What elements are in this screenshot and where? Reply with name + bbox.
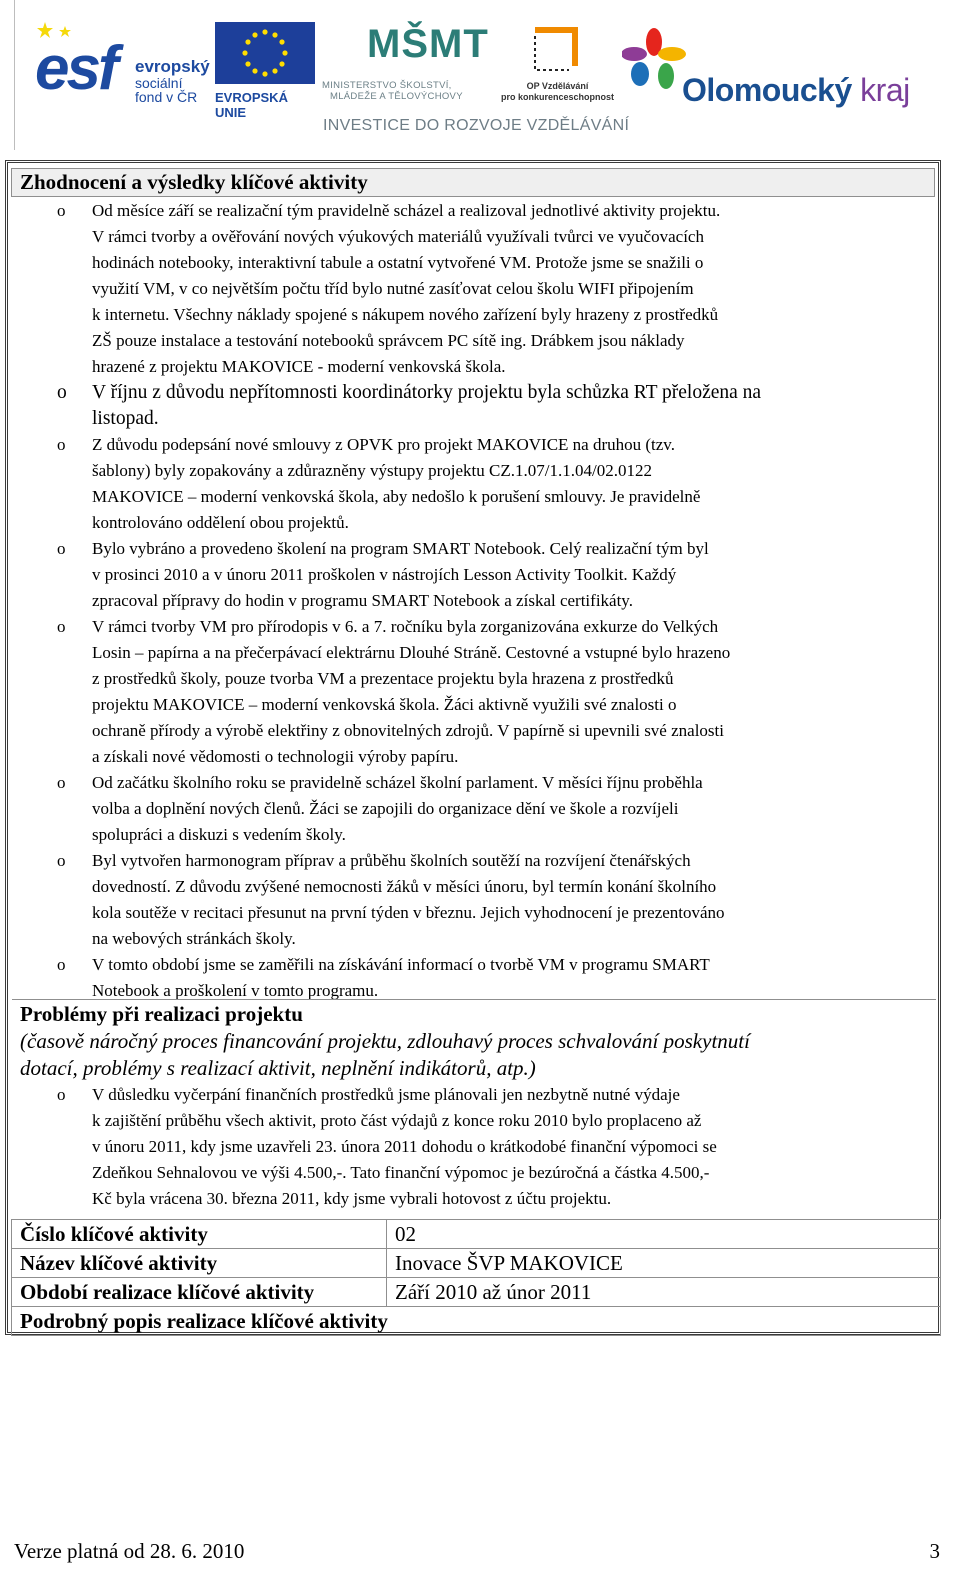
list-item xyxy=(12,952,936,1004)
esf-logo xyxy=(35,20,215,110)
text-line: hodinách notebooky, interaktivní tabule a ostatní vytvořené VM. Protože jsme se snažili o xyxy=(92,253,704,272)
esf-line3: fond v ČR xyxy=(135,89,198,105)
activity-name-value: Inovace ŠVP MAKOVICE xyxy=(387,1249,941,1278)
evaluation-heading-bar xyxy=(11,168,935,197)
header-divider xyxy=(14,0,15,150)
text-line: V důsledku vyčerpání finančních prostředků jsme plánovali jen nezbytně nutné výdaje xyxy=(92,1085,680,1104)
bullet-icon: o xyxy=(57,201,66,220)
list-item xyxy=(12,432,936,536)
table-row xyxy=(12,1249,941,1278)
opvk-logo xyxy=(500,22,615,107)
bullet-icon: o xyxy=(57,435,66,454)
eu-flag-icon xyxy=(215,22,315,84)
text-line: v únoru 2011, kdy jsme uzavřeli 23. února 2011 dohodu o krátkodobé finanční výpomoci se xyxy=(92,1137,717,1156)
msmt-line1: MINISTERSTVO ŠKOLSTVÍ, xyxy=(322,80,452,91)
olomoucky-kraj-text xyxy=(682,72,910,109)
text-line: Bylo vybráno a provedeno školení na program SMART Notebook. Celý realizační tým byl xyxy=(92,539,709,558)
note-line: (časově náročný proces financování projektu, zdlouhavý proces schvalování poskytnutí xyxy=(20,1029,750,1053)
logo-header xyxy=(0,0,960,150)
text-line: ochraně přírody a výrobě elektřiny z obnovitelných zdrojů. V papírně si upevnili své znalosti xyxy=(92,721,724,740)
text-line: listopad. xyxy=(92,408,159,429)
evaluation-list xyxy=(12,198,936,1004)
bullet-icon: o xyxy=(57,773,66,792)
list-item xyxy=(12,848,936,952)
opvk-line1: OP Vzdělávání xyxy=(526,81,589,91)
text-line: spolupráci a diskuzi s vedením školy. xyxy=(92,825,346,844)
bullet-icon: o xyxy=(57,1085,66,1104)
olomoucky-word: Olomoucký xyxy=(682,72,852,108)
text-line: a získali nové vědomosti o technologii výroby papíru. xyxy=(92,747,459,766)
bullet-icon: o xyxy=(57,382,67,403)
problems-note xyxy=(12,1028,936,1082)
activity-period-value: Září 2010 až únor 2011 xyxy=(387,1278,941,1307)
text-line: v prosinci 2010 a v únoru 2011 proškolen v nástrojích Lesson Activity Toolkit. Každý xyxy=(92,565,677,584)
list-item xyxy=(12,380,936,432)
page-number: 3 xyxy=(929,1539,940,1563)
text-line: V tomto období jsme se zaměřili na získávání informací o tvorbě VM v programu SMART xyxy=(92,955,710,974)
version-text: Verze platná od 28. 6. 2010 xyxy=(14,1539,245,1563)
list-item xyxy=(12,536,936,614)
bullet-icon: o xyxy=(57,955,66,974)
text-line: Kč byla vrácena 30. března 2011, kdy jsme vybrali hotovost z účtu projektu. xyxy=(92,1189,612,1208)
text-line: z prostředků školy, pouze tvorba VM a prezentace projektu byla hrazena z prostředků xyxy=(92,669,674,688)
text-line: hrazené z projektu MAKOVICE - moderní venkovská škola. xyxy=(92,357,506,376)
text-line: k zajištění průběhu všech aktivit, proto část výdajů z konce roku 2010 bylo proplaceno až xyxy=(92,1111,702,1130)
text-line: volba a doplnění nových členů. Žáci se zapojili do organizace dění ve škole a rozvíjeli xyxy=(92,799,679,818)
msmt-caption xyxy=(322,80,463,102)
opvk-line2: pro konkurenceschopnost xyxy=(500,92,615,102)
text-line: kola soutěže v recitaci přesunut na první týden v březnu. Jejich vyhodnocení je prezentováno xyxy=(92,903,725,922)
text-line: Zdeňkou Sehnalovou ve výši 4.500,-. Tato finanční výpomoc je bezúročná a částka 4.500,- xyxy=(92,1163,710,1182)
text-line: Od měsíce září se realizační tým pravidelně scházel a realizoval jednotlivé aktivity projektu. xyxy=(92,201,721,220)
text-line: Losin – papírna a na přečerpávací elektrárnu Dlouhé Stráně. Cestovné a vstupné bylo hrazeno xyxy=(92,643,731,662)
esf-line1: evropský xyxy=(135,57,210,76)
bullet-icon: o xyxy=(57,851,66,870)
text-line: Z důvodu podepsání nové smlouvy z OPVK pro projekt MAKOVICE na druhou (tzv. xyxy=(92,435,675,454)
text-line: projektu MAKOVICE – moderní venkovská škola. Žáci aktivně využili své znalosti o xyxy=(92,695,677,714)
list-item xyxy=(12,198,936,380)
table-row xyxy=(12,1220,941,1249)
esf-letters: esf xyxy=(35,34,116,103)
eu-caption: EVROPSKÁ UNIE xyxy=(215,90,288,120)
activity-number-label: Číslo klíčové aktivity xyxy=(12,1220,387,1249)
text-line: V rámci tvorby VM pro přírodopis v 6. a 7. ročníku byla zorganizována exkurze do Velkých xyxy=(92,617,719,636)
msmt-letters: MŠMT xyxy=(367,22,489,66)
problems-title: Problémy při realizaci projektu xyxy=(20,1002,303,1026)
page-footer xyxy=(14,1539,940,1564)
text-line: V rámci tvorby a ověřování nových výukových materiálů využívali tvůrci ve vyučovacích xyxy=(92,227,704,246)
esf-line2: sociální xyxy=(135,75,183,91)
problems-list xyxy=(12,1082,936,1212)
bullet-icon: o xyxy=(57,617,66,636)
activity-info-table xyxy=(11,1219,941,1336)
text-line: Od začátku školního roku se pravidelně scházel školní parlament. V měsíci říjnu proběhla xyxy=(92,773,703,792)
opvk-caption xyxy=(500,81,615,103)
list-item xyxy=(12,770,936,848)
text-line: využití VM, v co největším počtu tříd bylo nutné zasíťovat celou školu WIFI připojením xyxy=(92,279,694,298)
text-line: kontrolováno oddělení obou projektů. xyxy=(92,513,349,532)
investice-tagline: INVESTICE DO ROZVOJE VZDĚLÁVÁNÍ xyxy=(323,117,630,134)
text-line: Notebook a proškolení v tomto programu. xyxy=(92,981,379,1000)
table-row xyxy=(12,1307,941,1336)
eu-logo xyxy=(215,22,315,120)
msmt-logo xyxy=(322,20,494,110)
text-line: MAKOVICE – moderní venkovská škola, aby nedošlo k porušení smlouvy. Je pravidelně xyxy=(92,487,701,506)
evaluation-list-wrap xyxy=(12,198,936,1004)
bullet-icon: o xyxy=(57,539,66,558)
msmt-line2: MLÁDEŽE A TĚLOVÝCHOVY xyxy=(330,91,463,102)
activity-number-value: 02 xyxy=(387,1220,941,1249)
flower-icon xyxy=(622,28,686,92)
kraj-word: kraj xyxy=(860,72,910,108)
note-line: dotací, problémy s realizací aktivit, neplnění indikátorů, atp.) xyxy=(20,1056,536,1080)
text-line: V říjnu z důvodu nepřítomnosti koordinátorky projektu byla schůzka RT přeložena na xyxy=(92,382,762,403)
evaluation-title: Zhodnocení a výsledky klíčové aktivity xyxy=(20,170,368,194)
list-item xyxy=(12,1082,936,1212)
list-item xyxy=(12,614,936,770)
text-line: Byl vytvořen harmonogram příprav a průběhu školních soutěží na rozvíjení čtenářských xyxy=(92,851,691,870)
activity-description-label: Podrobný popis realizace klíčové aktivity xyxy=(12,1307,941,1336)
text-line: k internetu. Všechny náklady spojené s nákupem nového zařízení byly hrazeny z prostředků xyxy=(92,305,719,324)
text-line: ZŠ pouze instalace a testování notebooků správcem PC sítě ing. Drábkem jsou náklady xyxy=(92,331,685,350)
activity-name-label: Název klíčové aktivity xyxy=(12,1249,387,1278)
esf-caption xyxy=(135,58,210,104)
olomoucky-kraj-logo xyxy=(622,22,922,112)
activity-period-label: Období realizace klíčové aktivity xyxy=(12,1278,387,1307)
table-row xyxy=(12,1278,941,1307)
text-line: šablony) byly zopakovány a zdůrazněny výstupy projektu CZ.1.07/1.1.04/02.0122 xyxy=(92,461,652,480)
report-form xyxy=(5,160,941,1335)
text-line: na webových stránkách školy. xyxy=(92,929,296,948)
problems-section xyxy=(12,999,936,1212)
opvk-emblem-icon xyxy=(527,22,587,77)
text-line: zpracoval přípravy do hodin v programu SMART Notebook a získal certifikáty. xyxy=(92,591,633,610)
text-line: dovedností. Z důvodu zvýšené nemocnosti žáků v měsíci únoru, byl termín konání školního xyxy=(92,877,717,896)
